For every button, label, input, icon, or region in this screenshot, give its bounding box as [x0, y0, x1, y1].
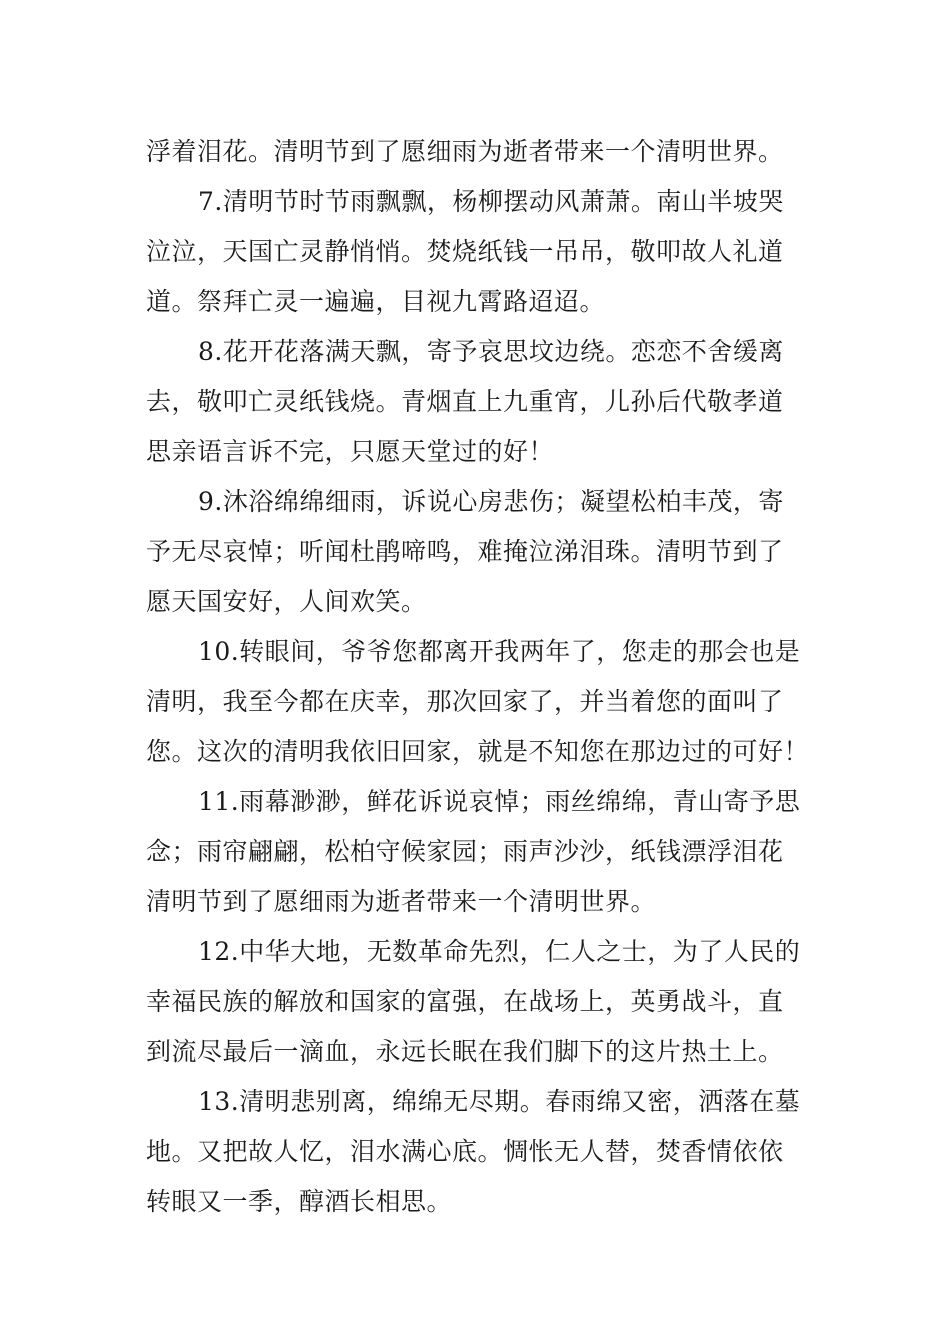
text-line: 12.中华大地，无数革命先烈，仁人之士，为了人民的: [198, 937, 801, 966]
text-line: 泣泣，天国亡灵静悄悄。焚烧纸钱一吊吊，敬叩故人礼道: [146, 237, 784, 266]
paragraph-item-9: [146, 477, 810, 627]
text-line: 10.转眼间，爷爷您都离开我两年了，您走的那会也是: [198, 637, 801, 666]
paragraph-item-7: [146, 177, 810, 327]
text-line: 幸福民族的解放和国家的富强，在战场上，英勇战斗，直: [146, 987, 784, 1016]
text-line: 清明，我至今都在庆幸，那次回家了，并当着您的面叫了: [146, 687, 784, 716]
document-body: [146, 127, 810, 1227]
text-line: 清明节到了愿细雨为逝者带来一个清明世界。: [146, 887, 657, 916]
text-line: 9.沐浴绵绵细雨，诉说心房悲伤；凝望松柏丰茂，寄: [198, 487, 784, 516]
text-line: 去，敬叩亡灵纸钱烧。青烟直上九重宵，儿孙后代敬孝道: [146, 387, 784, 416]
text-line: 地。又把故人忆，泪水满心底。惆怅无人替，焚香情依依: [146, 1137, 784, 1166]
text-line: 转眼又一季，醇酒长相思。: [146, 1187, 453, 1216]
text-line: 7.清明节时节雨飘飘，杨柳摆动风萧萧。南山半坡哭: [198, 187, 784, 216]
paragraph-item-10: [146, 627, 810, 777]
paragraph-item-13: [146, 1077, 810, 1227]
text-line: 13.清明悲别离，绵绵无尽期。春雨绵又密，洒落在墓: [198, 1087, 801, 1116]
paragraph-continuation: [146, 127, 810, 177]
text-line: 您。这次的清明我依旧回家，就是不知您在那边过的可好！: [146, 737, 810, 766]
text-line: 道。祭拜亡灵一遍遍，目视九霄路迢迢。: [146, 287, 606, 316]
text-line: 浮着泪花。清明节到了愿细雨为逝者带来一个清明世界。: [146, 137, 784, 166]
paragraph-item-12: [146, 927, 810, 1077]
text-line: 思亲语言诉不完，只愿天堂过的好！: [146, 437, 555, 466]
paragraph-item-11: [146, 777, 810, 927]
text-line: 8.花开花落满天飘，寄予哀思坟边绕。恋恋不舍缓离: [198, 337, 784, 366]
text-line: 愿天国安好，人间欢笑。: [146, 587, 427, 616]
text-line: 予无尽哀悼；听闻杜鹃啼鸣，难掩泣涕泪珠。清明节到了: [146, 537, 784, 566]
paragraph-item-8: [146, 327, 810, 477]
text-line: 11.雨幕渺渺，鲜花诉说哀悼；雨丝绵绵，青山寄予思: [198, 787, 801, 816]
text-line: 到流尽最后一滴血，永远长眠在我们脚下的这片热土上。: [146, 1037, 784, 1066]
text-line: 念；雨帘翩翩，松柏守候家园；雨声沙沙，纸钱漂浮泪花: [146, 837, 784, 866]
